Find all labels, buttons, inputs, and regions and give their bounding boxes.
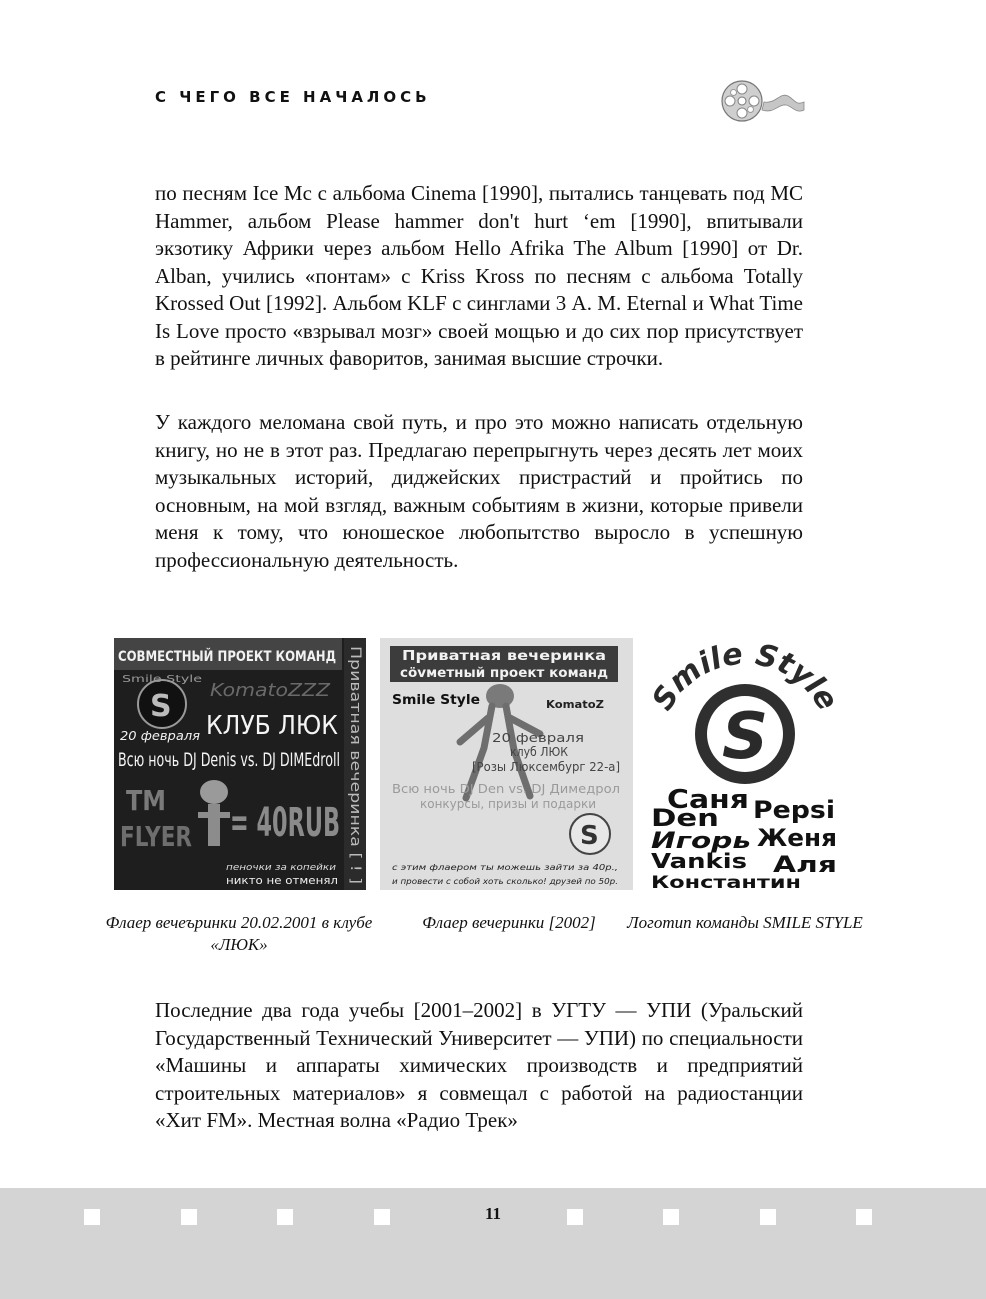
flyer1-date: 20 февраля — [120, 729, 200, 743]
logo-arc-text: Smile Style — [647, 638, 843, 717]
flyer2-banner-line1: Приватная вечеринка — [402, 649, 606, 664]
sprocket-hole — [84, 1209, 100, 1225]
flyer2-club: клуб ЛЮК — [510, 745, 569, 759]
flyer1-footer-line2: никто не отменял — [226, 874, 338, 887]
flyer1-footer-line1: пеночки за копейки — [226, 863, 337, 873]
flyer1-price: = 40RUB — [230, 800, 340, 846]
figure-caption-2: Флаер вечеринки [2002] — [422, 913, 596, 932]
flyer1-team1: Smile Style — [122, 674, 202, 685]
flyer1-team2: KomatoZZZ — [210, 680, 331, 701]
sprocket-hole — [663, 1209, 679, 1225]
body-paragraph-2: У каждого меломана свой путь, и про это можно написать отдельную книгу, но не в этот раз. Предлагаю перепрыгнуть через десять лет моих музыкальных историй, диджейских пристрастий и пройтись по основным, на мой взгляд, важным событиям в жизни, которые привели меня к тому, что юношеское любопытство выросло в успешную профессиональную деятельность. — [155, 410, 803, 572]
film-reel-icon — [718, 80, 804, 122]
logo-letter: S — [721, 700, 769, 774]
logo-name-1: Саня — [667, 785, 749, 815]
flyer1-side-text: Приватная вечеринка [ ! ] — [347, 646, 363, 838]
logo-name-7: Аля — [773, 853, 837, 878]
flyer2-team2: KomatoZ — [546, 698, 605, 711]
flyer1-tm: TM — [126, 784, 166, 817]
flyer2-date: 20 февраля — [492, 731, 584, 745]
flyer-2001-image — [114, 638, 379, 890]
flyer2-banner-line2: сövметный проект команд — [400, 666, 608, 681]
figure-caption-1: Флаер вечеъринки 20.02.2001 в клубе «ЛЮК» — [105, 913, 373, 954]
logo-name-3: Den — [651, 804, 719, 832]
flyer2-note-line1: с этим флаером ты можешь зайти за 40р., — [392, 863, 618, 872]
flyer1-lineup: Всю ночь DJ Denis vs. DJ DIMEdroll — [118, 749, 340, 771]
sprocket-hole — [181, 1209, 197, 1225]
sprocket-hole — [856, 1209, 872, 1225]
sprocket-hole — [374, 1209, 390, 1225]
flyer-2002-image — [380, 638, 633, 890]
logo-name-6: Vankis — [651, 849, 747, 873]
body-paragraph-1: по песням Ice Mc с альбома Cinema [1990], пытались танцевать под MC Hammer, альбом Please hammer don't hurt ‘em [1990], впитывали экзотику Африки через альбом Hello Afrika The Album [1990] от Dr. Alban, учились «понтам» с Kriss Kross по песням с альбома Totally Krossed Out [1992]. Альбом KLF с синглами 3 A. M. Eternal и What Time Is Love просто «взрывал мозг» своей мощью и до сих пор присутствует в рейтинге личных фаворитов, занимая высшие строчки. — [155, 181, 803, 370]
flyer2-extras: конкурсы, призы и подарки — [420, 797, 596, 811]
body-paragraph-3: Последние два года учебы [2001–2002] в УГТУ — УПИ (Уральский Государственный Технический Университет — УПИ) по специальности «Машины и аппараты химических производств и предприятий строительных материалов» я совмещал с работой на радиостанции «Хит FM». Местная волна «Радио Трек» — [155, 998, 803, 1132]
team-logo-image — [647, 638, 843, 890]
flyer2-team1: Smile Style — [392, 693, 481, 708]
sprocket-hole — [277, 1209, 293, 1225]
sprocket-hole — [760, 1209, 776, 1225]
page-number: 11 — [484, 1204, 502, 1223]
flyer2-note-line2: и провести с собой хоть сколько! друзей по 50р. — [392, 877, 618, 886]
logo-name-8: Константин — [651, 873, 801, 890]
running-head: С ЧЕГО ВСЕ НАЧАЛОСЬ — [155, 88, 431, 106]
flyer2-address: [Розы Люксембург 22-а] — [472, 760, 620, 774]
logo-name-5: Женя — [757, 824, 837, 852]
flyer1-banner: СОВМЕСТНЫЙ ПРОЕКТ КОМАНД — [118, 649, 379, 665]
sprocket-hole — [567, 1209, 583, 1225]
flyer1-logo-letter: S — [150, 689, 172, 724]
flyer1-club: КЛУБ ЛЮК — [206, 711, 338, 741]
flyer1-flyer: FLYER — [120, 820, 192, 853]
flyer2-logo-letter: S — [580, 821, 599, 851]
logo-name-2: Pepsi — [753, 796, 835, 824]
flyer2-lineup: Всю ночь DJ Den vs. DJ Димедрол — [392, 782, 620, 796]
logo-name-4: Игорь — [651, 829, 751, 854]
figure-caption-3: Логотип команды SMILE STYLE — [627, 913, 863, 932]
